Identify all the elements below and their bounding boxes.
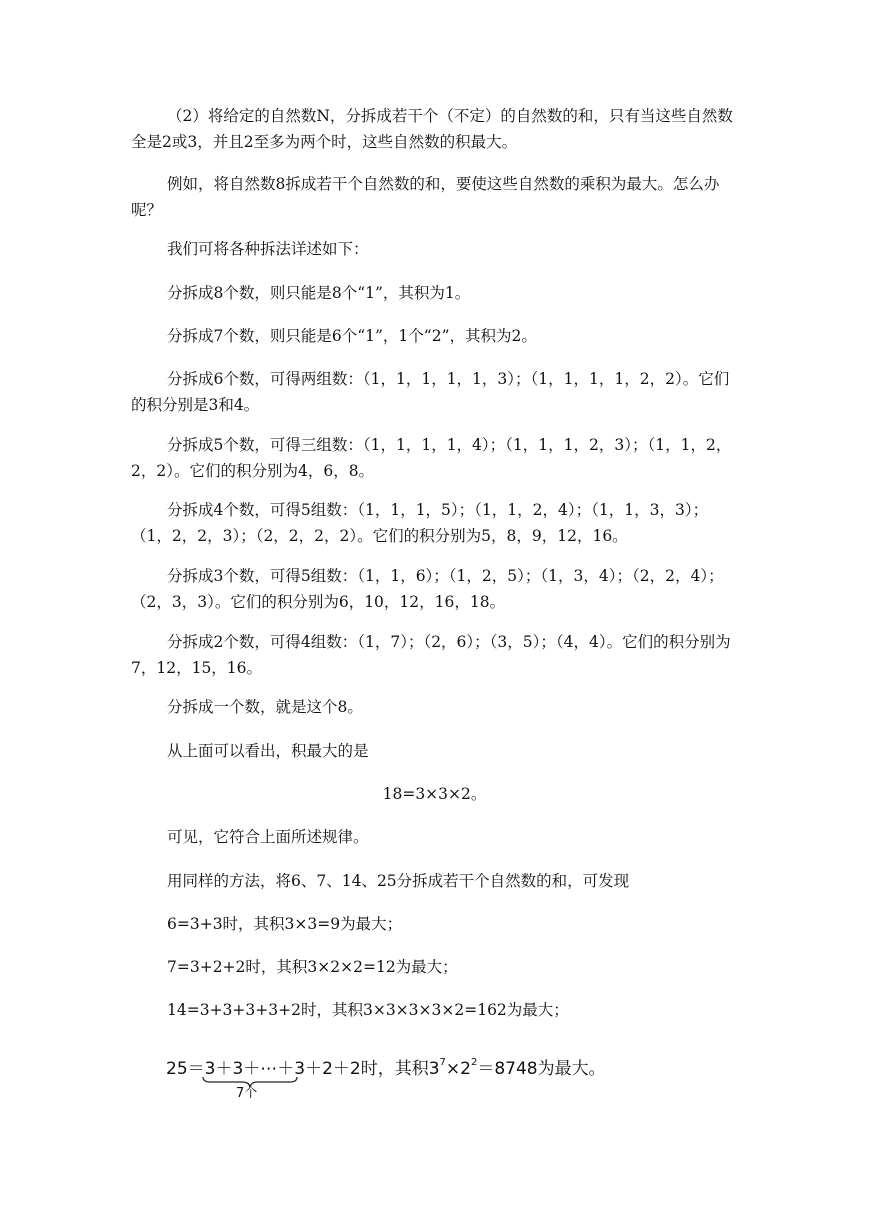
paragraph-fits-rule: 可见，它符合上面所述规律。 (167, 828, 369, 846)
result-7: 7=3+2+2时，其积3×2×2=12为最大； (167, 958, 458, 976)
paragraph-split-6: 分拆成6个数，可得两组数：（1，1，1，1，1，3）；（1，1，1，1，2，2）。它们的积分别是3和4。 (131, 370, 730, 414)
paragraph-split-8: 分拆成8个数，则只能是8个“1”，其积为1。 (167, 284, 471, 302)
paragraph-example: 例如，将自然数8拆成若干个自然数的和，要使这些自然数的乘积为最大。怎么办呢？ (131, 175, 720, 219)
paragraph-same-method: 用同样的方法，将6、7、14、25分拆成若干个自然数的和，可发现 (167, 872, 630, 890)
paragraph-rule: （2）将给定的自然数N，分拆成若干个（不定）的自然数的和，只有当这些自然数全是2或3，并且2至多为两个时，这些自然数的积最大。 (131, 107, 733, 151)
formula-exponent-2: 2 (470, 1057, 478, 1069)
formula-result: ＝8748为最大。 (477, 1059, 606, 1079)
underbrace-label: 7个 (236, 1086, 258, 1101)
paragraph-split-1: 分拆成一个数，就是这个8。 (167, 698, 363, 716)
formula-rest: ＋2＋2时，其积3 (305, 1059, 440, 1079)
paragraph-intro: 我们可将各种拆法详述如下： (167, 240, 369, 258)
equation-max-product: 18=3×3×2。 (382, 785, 487, 803)
result-14: 14=3+3+3+3+2时，其积3×3×3×3×2=162为最大； (167, 1001, 569, 1019)
paragraph-split-2: 分拆成2个数，可得4组数：（1，7）；（2，6）；（3，5）；（4，4）。它们的积分别为7，12，15，16。 (131, 633, 731, 677)
formula-terms: 3＋3＋⋯＋3 (204, 1059, 306, 1079)
formula-lhs: 25＝ (166, 1059, 205, 1079)
paragraph-split-5: 分拆成5个数，可得三组数：（1，1，1，1，4）；（1，1，1，2，3）；（1，1，2，2，2）。它们的积分别为4，6，8。 (131, 436, 732, 480)
formula-times: ×2 (445, 1059, 471, 1079)
paragraph-split-4: 分拆成4个数，可得5组数：（1，1，1，5）；（1，1，2，4）；（1，1，3，3）；（1，2，2，3）；（2，2，2，2）。它们的积分别为5，8，9，12，16。 (131, 501, 709, 545)
result-6: 6=3+3时，其积3×3=9为最大； (167, 915, 403, 933)
paragraph-split-3: 分拆成3个数，可得5组数：（1，1，6）；（1，2，5）；（1，3，4）；（2，2，4）；（2，3，3）。它们的积分别为6，10，12，16，18。 (131, 567, 724, 611)
paragraph-split-7: 分拆成7个数，则只能是6个“1”，1个“2”，其积为2。 (167, 327, 537, 345)
formula-exponent-7: 7 (439, 1057, 446, 1069)
paragraph-conclusion-lead: 从上面可以看出，积最大的是 (167, 742, 369, 760)
formula-25 (166, 1052, 726, 1102)
